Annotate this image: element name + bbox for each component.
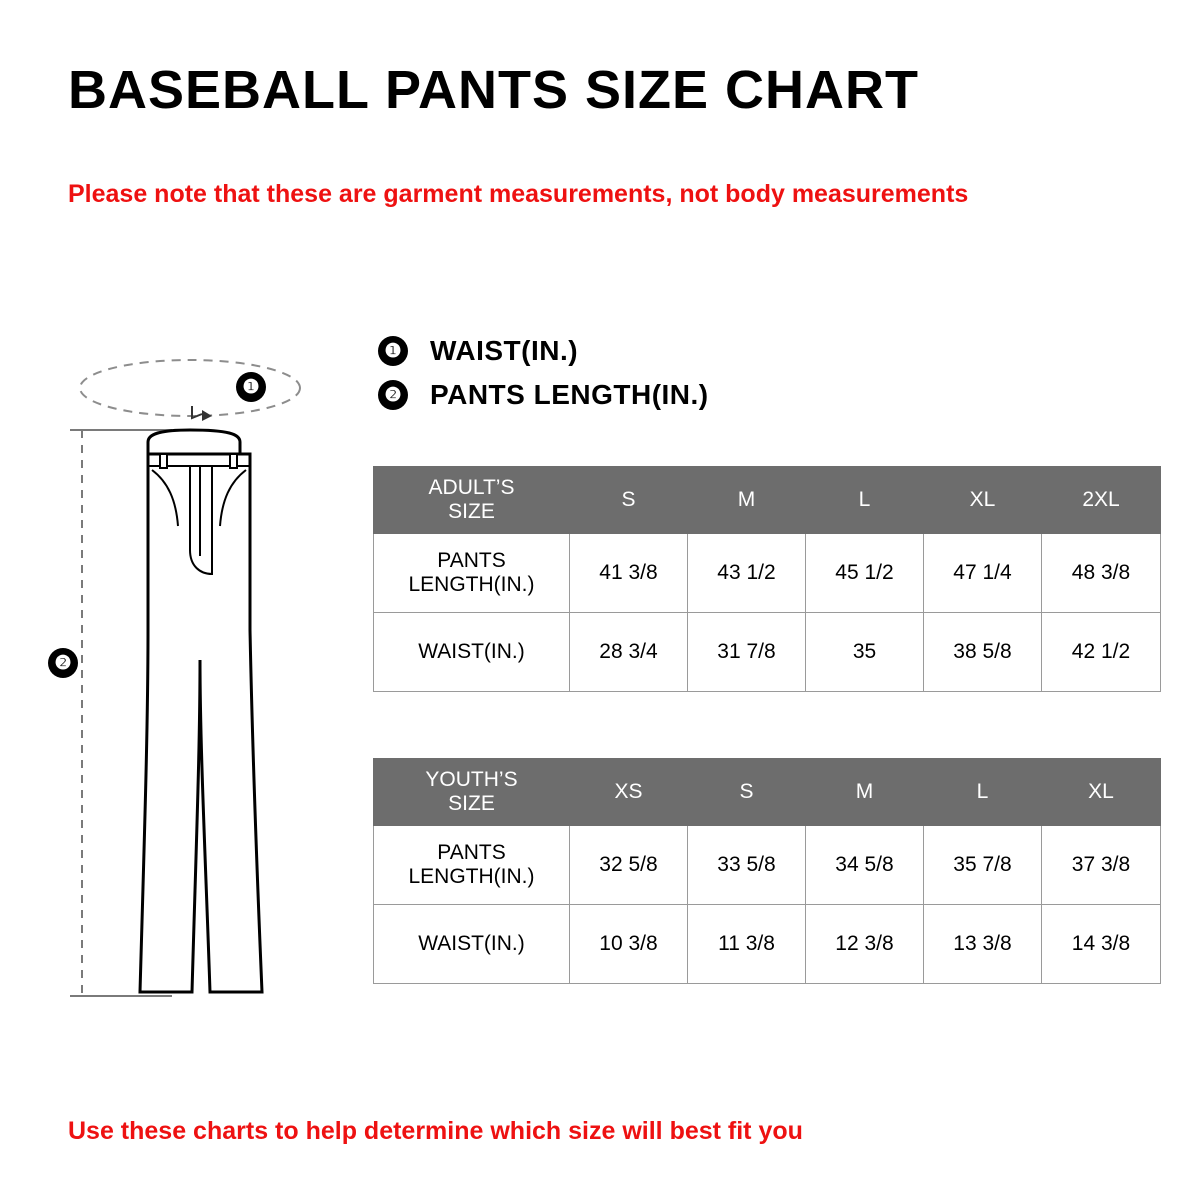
adult-size-l: L — [806, 467, 924, 534]
adult-row-label-waist: WAIST(IN.) — [374, 613, 570, 692]
adult-pants-length-l: 45 1/2 — [806, 534, 924, 613]
youth-pants-length-xs: 32 5/8 — [570, 826, 688, 905]
diagram-marker-waist-icon: ❶ — [236, 372, 266, 402]
youth-table-header-label — [374, 759, 570, 826]
youth-row-label-pants-length — [374, 826, 570, 905]
adult-header-line1: ADULT’S — [428, 475, 515, 499]
youth-size-m: M — [806, 759, 924, 826]
youth-pants-length-s: 33 5/8 — [688, 826, 806, 905]
youth-waist-s: 11 3/8 — [688, 905, 806, 984]
legend-label-pants-length: PANTS LENGTH(IN.) — [430, 379, 709, 410]
adult-table-header-label — [374, 467, 570, 534]
table-row — [374, 613, 1161, 692]
adult-table-header-row — [374, 467, 1161, 534]
adult-size-2xl: 2XL — [1042, 467, 1161, 534]
youth-header-line2: SIZE — [448, 792, 495, 815]
youth-size-table — [373, 758, 1161, 984]
legend-item-waist — [378, 335, 898, 367]
youth-pants-length-xl: 37 3/8 — [1042, 826, 1161, 905]
youth-waist-xs: 10 3/8 — [570, 905, 688, 984]
adult-pants-length-m: 43 1/2 — [688, 534, 806, 613]
table-row — [374, 826, 1161, 905]
youth-waist-l: 13 3/8 — [924, 905, 1042, 984]
adult-pants-length-2xl: 48 3/8 — [1042, 534, 1161, 613]
legend-item-pants-length — [378, 379, 898, 411]
youth-pants-length-l: 35 7/8 — [924, 826, 1042, 905]
legend-number-1-icon: ❶ — [378, 336, 408, 366]
pants-diagram — [40, 330, 370, 1020]
legend-label-waist: WAIST(IN.) — [430, 335, 579, 366]
pants-illustration-svg — [40, 330, 370, 1020]
youth-waist-m: 12 3/8 — [806, 905, 924, 984]
youth-row0-label-line1: PANTS — [437, 840, 506, 864]
adult-row0-label-line2: LENGTH(IN.) — [408, 573, 535, 596]
page-title: BASEBALL PANTS SIZE CHART — [68, 60, 920, 120]
adult-row0-label-line1: PANTS — [437, 548, 506, 572]
footer-note: Use these charts to help determine which size will best fit you — [68, 1117, 803, 1145]
table-row — [374, 905, 1161, 984]
diagram-marker-length-icon: ❷ — [48, 648, 78, 678]
adult-header-line2: SIZE — [448, 500, 495, 523]
adult-waist-s: 28 3/4 — [570, 613, 688, 692]
adult-size-xl: XL — [924, 467, 1042, 534]
adult-waist-2xl: 42 1/2 — [1042, 613, 1161, 692]
adult-pants-length-xl: 47 1/4 — [924, 534, 1042, 613]
adult-pants-length-s: 41 3/8 — [570, 534, 688, 613]
adult-size-m: M — [688, 467, 806, 534]
youth-size-l: L — [924, 759, 1042, 826]
adult-size-s: S — [570, 467, 688, 534]
youth-pants-length-m: 34 5/8 — [806, 826, 924, 905]
legend — [378, 335, 898, 423]
youth-size-xl: XL — [1042, 759, 1161, 826]
table-row — [374, 534, 1161, 613]
youth-table-header-row — [374, 759, 1161, 826]
adult-row-label-pants-length — [374, 534, 570, 613]
youth-waist-xl: 14 3/8 — [1042, 905, 1161, 984]
adult-waist-l: 35 — [806, 613, 924, 692]
adult-waist-m: 31 7/8 — [688, 613, 806, 692]
youth-size-s: S — [688, 759, 806, 826]
youth-row-label-waist: WAIST(IN.) — [374, 905, 570, 984]
youth-row0-label-line2: LENGTH(IN.) — [408, 865, 535, 888]
youth-header-line1: YOUTH’S — [425, 767, 518, 791]
legend-number-2-icon: ❷ — [378, 380, 408, 410]
garment-measurement-note: Please note that these are garment measurements, not body measurements — [68, 180, 969, 208]
youth-size-xs: XS — [570, 759, 688, 826]
adult-waist-xl: 38 5/8 — [924, 613, 1042, 692]
adult-size-table — [373, 466, 1161, 692]
